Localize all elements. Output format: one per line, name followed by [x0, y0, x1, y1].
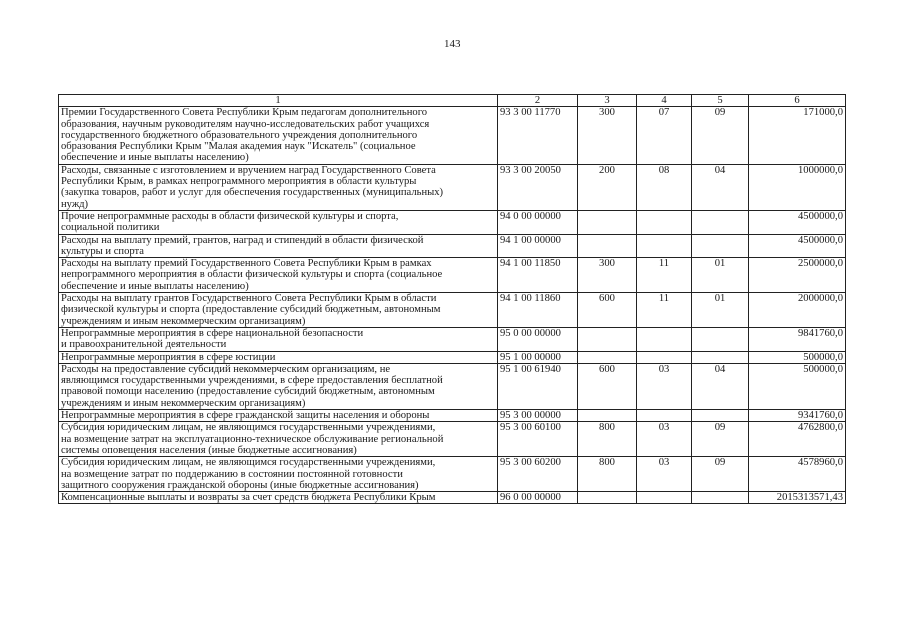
description-line: на возмещение затрат на эксплуатационно-техническое обслуживание региональной: [61, 433, 444, 445]
target-article-code: 95 3 00 00000: [498, 410, 578, 422]
expense-type-code: [578, 327, 637, 351]
expense-description: [59, 422, 498, 457]
expense-type-code: [578, 210, 637, 234]
description-line: являющимся государственными учреждениями, в сфере предоставления бесплатной: [61, 375, 443, 387]
description-line: социальной политики: [61, 222, 160, 234]
description-line: Республики Крым, в рамках непрограммного мероприятия в области культуры: [61, 176, 417, 188]
expense-description: [59, 363, 498, 409]
section-code: [637, 327, 692, 351]
table-row: [59, 107, 846, 164]
target-article-code: 93 3 00 20050: [498, 164, 578, 210]
subsection-code: [692, 492, 749, 504]
section-code: [637, 351, 692, 363]
target-article-code: 95 0 00 00000: [498, 327, 578, 351]
description-line: государственного бюджетного образовательного учреждения дополнительного: [61, 129, 418, 141]
description-line: защитного сооружения гражданской обороны (иные бюджетные ассигнования): [61, 479, 419, 491]
target-article-code: 93 3 00 11770: [498, 107, 578, 164]
subsection-code: [692, 327, 749, 351]
description-line: образования, научным руководителям научно-исследовательских работ учащихся: [61, 118, 430, 130]
expense-type-code: [578, 492, 637, 504]
description-line: культуры и спорта: [61, 245, 144, 257]
description-line: Непрограммные мероприятия в сфере гражданской защиты населения и обороны: [61, 410, 430, 422]
table-row: [59, 492, 846, 504]
description-line: Компенсационные выплаты и возвраты за счет средств бюджета Республики Крым: [61, 492, 436, 504]
subsection-code: 09: [692, 107, 749, 164]
section-code: 11: [637, 258, 692, 293]
amount: 500000,0: [749, 363, 846, 409]
expense-description: [59, 351, 498, 363]
target-article-code: 94 1 00 00000: [498, 234, 578, 258]
description-line: учреждениям и иным некоммерческим организациям): [61, 397, 306, 409]
expense-description: [59, 293, 498, 328]
subsection-code: 09: [692, 457, 749, 492]
subsection-code: [692, 234, 749, 258]
page-number: 143: [444, 38, 461, 50]
description-line: Расходы, связанные с изготовлением и вручением наград Государственного Совета: [61, 164, 436, 176]
description-line: Субсидия юридическим лицам, не являющимся государственными учреждениями,: [61, 457, 436, 469]
expense-type-code: 200: [578, 164, 637, 210]
description-line: Субсидия юридическим лицам, не являющимся государственными учреждениями,: [61, 422, 436, 434]
table-row: [59, 210, 846, 234]
expense-type-code: 800: [578, 422, 637, 457]
subsection-code: 04: [692, 363, 749, 409]
amount: 1000000,0: [749, 164, 846, 210]
description-line: Премии Государственного Совета Республики Крым педагогам дополнительного: [61, 107, 428, 119]
description-line: Расходы на выплату премий Государственного Совета Республики Крым в рамках: [61, 258, 432, 270]
expense-type-code: 800: [578, 457, 637, 492]
target-article-code: 96 0 00 00000: [498, 492, 578, 504]
table-row: [59, 457, 846, 492]
expense-description: [59, 164, 498, 210]
column-header: 2: [498, 95, 578, 107]
description-line: Расходы на предоставление субсидий некоммерческим организациям, не: [61, 363, 391, 375]
table-row: [59, 351, 846, 363]
subsection-code: 01: [692, 293, 749, 328]
description-line: обеспечение и иные выплаты населению): [61, 280, 249, 292]
expense-description: [59, 258, 498, 293]
subsection-code: [692, 410, 749, 422]
amount: 4762800,0: [749, 422, 846, 457]
expense-description: [59, 234, 498, 258]
expense-description: [59, 457, 498, 492]
description-line: Непрограммные мероприятия в сфере юстиции: [61, 351, 276, 363]
description-line: обеспечение и иные выплаты населению): [61, 152, 249, 164]
expense-description: [59, 492, 498, 504]
section-code: 03: [637, 363, 692, 409]
amount: 9341760,0: [749, 410, 846, 422]
table-row: [59, 258, 846, 293]
description-line: Прочие непрограммные расходы в области физической культуры и спорта,: [61, 210, 399, 222]
description-line: правовой помощи населению (предоставление субсидий бюджетным, автономным: [61, 386, 435, 398]
expense-type-code: 300: [578, 258, 637, 293]
amount: 4578960,0: [749, 457, 846, 492]
expense-type-code: [578, 410, 637, 422]
table-row: [59, 164, 846, 210]
target-article-code: 95 3 00 60200: [498, 457, 578, 492]
target-article-code: 95 1 00 61940: [498, 363, 578, 409]
column-header: 1: [59, 95, 498, 107]
subsection-code: [692, 210, 749, 234]
table-row: [59, 234, 846, 258]
subsection-code: 04: [692, 164, 749, 210]
target-article-code: 94 1 00 11860: [498, 293, 578, 328]
expense-type-code: 300: [578, 107, 637, 164]
column-header: 5: [692, 95, 749, 107]
target-article-code: 95 1 00 00000: [498, 351, 578, 363]
description-line: (закупка товаров, работ и услуг для обеспечения государственных (муниципальных): [61, 187, 444, 199]
section-code: 07: [637, 107, 692, 164]
section-code: [637, 210, 692, 234]
description-line: нужд): [61, 198, 89, 210]
table-row: [59, 410, 846, 422]
expense-type-code: 600: [578, 363, 637, 409]
section-code: 11: [637, 293, 692, 328]
budget-table: [58, 94, 846, 504]
description-line: Непрограммные мероприятия в сфере национальной безопасности: [61, 327, 364, 339]
section-code: [637, 410, 692, 422]
expense-type-code: [578, 351, 637, 363]
section-code: 03: [637, 422, 692, 457]
column-header: 6: [749, 95, 846, 107]
description-line: физической культуры и спорта (предоставление субсидий бюджетным, автономным: [61, 304, 441, 316]
amount: 2015313571,43: [749, 492, 846, 504]
table-row: [59, 327, 846, 351]
description-line: и правоохранительной деятельности: [61, 339, 227, 351]
section-code: 08: [637, 164, 692, 210]
amount: 2500000,0: [749, 258, 846, 293]
description-line: непрограммного мероприятия в области физической культуры и спорта (социальное: [61, 269, 443, 281]
expense-description: [59, 107, 498, 164]
description-line: на возмещение затрат по поддержанию в состоянии постоянной готовности: [61, 468, 403, 480]
target-article-code: 94 1 00 11850: [498, 258, 578, 293]
section-code: [637, 234, 692, 258]
expense-type-code: 600: [578, 293, 637, 328]
amount: 2000000,0: [749, 293, 846, 328]
expense-description: [59, 210, 498, 234]
subsection-code: 09: [692, 422, 749, 457]
description-line: Расходы на выплату премий, грантов, наград и стипендий в области физической: [61, 234, 424, 246]
table-row: [59, 363, 846, 409]
column-header: 3: [578, 95, 637, 107]
column-header: 4: [637, 95, 692, 107]
description-line: Расходы на выплату грантов Государственного Совета Республики Крым в области: [61, 293, 437, 305]
amount: 4500000,0: [749, 210, 846, 234]
table-row: [59, 293, 846, 328]
description-line: системы оповещения населения (иные бюджетные ассигнования): [61, 444, 357, 456]
expense-type-code: [578, 234, 637, 258]
description-line: образования Республики Крым "Малая академия наук "Искатель" (социальное: [61, 141, 416, 153]
description-line: учреждениям и иным некоммерческим организациям): [61, 315, 306, 327]
amount: 4500000,0: [749, 234, 846, 258]
section-code: 03: [637, 457, 692, 492]
table-header-row: [59, 95, 846, 107]
target-article-code: 95 3 00 60100: [498, 422, 578, 457]
amount: 171000,0: [749, 107, 846, 164]
section-code: [637, 492, 692, 504]
amount: 500000,0: [749, 351, 846, 363]
expense-description: [59, 410, 498, 422]
table-row: [59, 422, 846, 457]
subsection-code: [692, 351, 749, 363]
subsection-code: 01: [692, 258, 749, 293]
amount: 9841760,0: [749, 327, 846, 351]
target-article-code: 94 0 00 00000: [498, 210, 578, 234]
expense-description: [59, 327, 498, 351]
